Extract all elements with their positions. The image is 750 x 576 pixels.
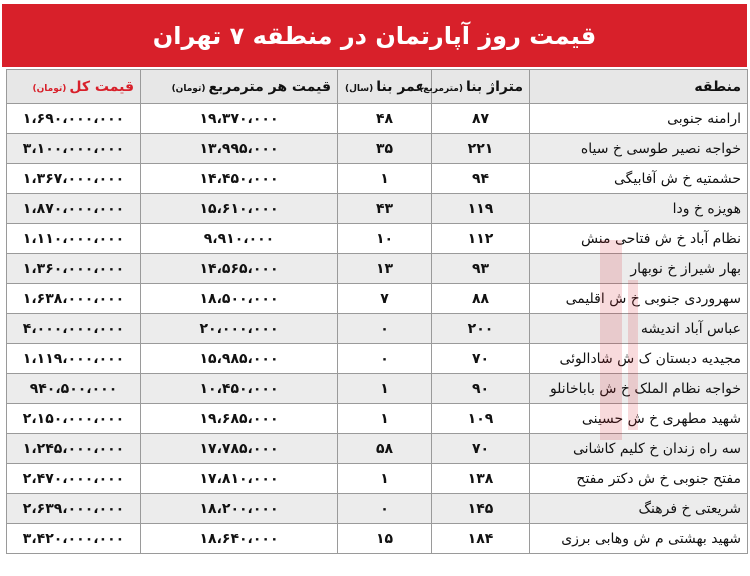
cell-age: ۱۰ (338, 224, 432, 254)
col-header-total (7, 70, 141, 104)
col-header-ppm-label: قیمت هر مترمربع (208, 78, 331, 95)
cell-age: ۰ (338, 314, 432, 344)
cell-area: ۲۰۰ (432, 314, 530, 344)
cell-region: شریعتی خ فرهنگ (530, 494, 748, 524)
table-row (7, 134, 748, 164)
col-header-area (419, 70, 530, 104)
table-row (7, 194, 748, 224)
cell-price-per-meter: ۱۹،۳۷۰،۰۰۰ (141, 104, 338, 134)
cell-total-price: ۱،۲۴۵،۰۰۰،۰۰۰ (7, 434, 141, 464)
cell-total-price: ۱،۱۱۹،۰۰۰،۰۰۰ (7, 344, 141, 374)
cell-region: خواجه نظام الملک خ ش باباخانلو (530, 374, 748, 404)
cell-price-per-meter: ۱۸،۲۰۰،۰۰۰ (141, 494, 338, 524)
cell-area: ۸۸ (432, 284, 530, 314)
cell-age: ۰ (338, 344, 432, 374)
cell-region: هویزه خ ودا (530, 194, 748, 224)
table-row (7, 224, 748, 254)
cell-total-price: ۹۴۰،۵۰۰،۰۰۰ (7, 374, 141, 404)
cell-region: سهروردی جنوبی خ ش اقلیمی (530, 284, 748, 314)
cell-total-price: ۲،۴۷۰،۰۰۰،۰۰۰ (7, 464, 141, 494)
cell-region: شهید مطهری خ ش حسینی (530, 404, 748, 434)
cell-price-per-meter: ۲۰،۰۰۰،۰۰۰ (141, 314, 338, 344)
table-row (7, 464, 748, 494)
cell-age: ۱۵ (338, 524, 432, 554)
cell-age: ۳۵ (338, 134, 432, 164)
cell-region: ارامنه جنوبی (530, 104, 748, 134)
cell-price-per-meter: ۱۴،۵۶۵،۰۰۰ (141, 254, 338, 284)
cell-region: عباس آباد اندیشه (530, 314, 748, 344)
cell-age: ۰ (338, 494, 432, 524)
table-row (7, 314, 748, 344)
cell-area: ۱۴۵ (432, 494, 530, 524)
cell-total-price: ۱،۶۳۸،۰۰۰،۰۰۰ (7, 284, 141, 314)
cell-price-per-meter: ۱۹،۶۸۵،۰۰۰ (141, 404, 338, 434)
cell-price-per-meter: ۱۷،۷۸۵،۰۰۰ (141, 434, 338, 464)
col-header-age (338, 70, 432, 104)
cell-price-per-meter: ۱۷،۸۱۰،۰۰۰ (141, 464, 338, 494)
table-body (7, 104, 748, 554)
table-row (7, 404, 748, 434)
title-bar (2, 4, 747, 69)
col-header-area-unit: (مترمربع) (419, 83, 463, 94)
cell-price-per-meter: ۱۵،۹۸۵،۰۰۰ (141, 344, 338, 374)
cell-area: ۱۸۴ (432, 524, 530, 554)
cell-total-price: ۳،۱۰۰،۰۰۰،۰۰۰ (7, 134, 141, 164)
cell-total-price: ۱،۳۶۰،۰۰۰،۰۰۰ (7, 254, 141, 284)
cell-price-per-meter: ۱۳،۹۹۵،۰۰۰ (141, 134, 338, 164)
cell-area: ۹۰ (432, 374, 530, 404)
table-row (7, 344, 748, 374)
col-header-age-unit: (سال) (344, 83, 374, 94)
cell-region: بهار شیراز خ نوبهار (530, 254, 748, 284)
cell-region: مجیدیه دبستان ک ش شادالوئی (530, 344, 748, 374)
cell-area: ۱۱۲ (432, 224, 530, 254)
table-row (7, 104, 748, 134)
cell-total-price: ۱،۱۱۰،۰۰۰،۰۰۰ (7, 224, 141, 254)
cell-area: ۹۳ (432, 254, 530, 284)
table-header (7, 70, 748, 104)
cell-total-price: ۴،۰۰۰،۰۰۰،۰۰۰ (7, 314, 141, 344)
cell-price-per-meter: ۱۸،۵۰۰،۰۰۰ (141, 284, 338, 314)
table-row (7, 524, 748, 554)
cell-total-price: ۱،۳۶۷،۰۰۰،۰۰۰ (7, 164, 141, 194)
col-header-region-label: منطقه (694, 78, 741, 95)
cell-area: ۲۲۱ (432, 134, 530, 164)
table-row (7, 434, 748, 464)
cell-total-price: ۱،۸۷۰،۰۰۰،۰۰۰ (7, 194, 141, 224)
cell-area: ۱۱۹ (432, 194, 530, 224)
table-row (7, 374, 748, 404)
cell-price-per-meter: ۱۵،۶۱۰،۰۰۰ (141, 194, 338, 224)
cell-region: حشمتیه خ ش آفابیگی (530, 164, 748, 194)
cell-region: نظام آباد خ ش فتاحی منش (530, 224, 748, 254)
cell-total-price: ۲،۶۳۹،۰۰۰،۰۰۰ (7, 494, 141, 524)
cell-region: سه راه زندان خ کلیم کاشانی (530, 434, 748, 464)
cell-price-per-meter: ۱۴،۴۵۰،۰۰۰ (141, 164, 338, 194)
table-row (7, 284, 748, 314)
col-header-area-label: متراژ بنا (465, 78, 523, 95)
cell-region: خواجه نصیر طوسی خ سیاه (530, 134, 748, 164)
cell-price-per-meter: ۹،۹۱۰،۰۰۰ (141, 224, 338, 254)
cell-age: ۱۳ (338, 254, 432, 284)
cell-area: ۹۴ (432, 164, 530, 194)
col-header-total-unit: (تومان) (32, 83, 67, 94)
col-header-ppm (141, 70, 338, 104)
cell-area: ۱۰۹ (432, 404, 530, 434)
cell-price-per-meter: ۱۸،۶۴۰،۰۰۰ (141, 524, 338, 554)
cell-age: ۱ (338, 164, 432, 194)
cell-age: ۵۸ (338, 434, 432, 464)
page-title: قیمت روز آپارتمان در منطقه ۷ تهران (152, 21, 597, 50)
cell-age: ۴۸ (338, 104, 432, 134)
cell-region: شهید بهشتی م ش وهابی برزی (530, 524, 748, 554)
table-row (7, 494, 748, 524)
cell-region: مفتح جنوبی خ ش دکتر مفتح (530, 464, 748, 494)
cell-area: ۸۷ (432, 104, 530, 134)
cell-age: ۷ (338, 284, 432, 314)
col-header-age-label: عمر بنا (376, 78, 425, 95)
col-header-total-label: قیمت کل (69, 78, 134, 95)
cell-area: ۱۳۸ (432, 464, 530, 494)
cell-total-price: ۳،۴۲۰،۰۰۰،۰۰۰ (7, 524, 141, 554)
cell-total-price: ۲،۱۵۰،۰۰۰،۰۰۰ (7, 404, 141, 434)
cell-age: ۱ (338, 464, 432, 494)
cell-total-price: ۱،۶۹۰،۰۰۰،۰۰۰ (7, 104, 141, 134)
cell-area: ۷۰ (432, 344, 530, 374)
table-row (7, 254, 748, 284)
cell-price-per-meter: ۱۰،۴۵۰،۰۰۰ (141, 374, 338, 404)
col-header-region (530, 70, 748, 104)
cell-area: ۷۰ (432, 434, 530, 464)
table-row (7, 164, 748, 194)
cell-age: ۱ (338, 404, 432, 434)
cell-age: ۴۳ (338, 194, 432, 224)
cell-age: ۱ (338, 374, 432, 404)
col-header-ppm-unit: (تومان) (171, 83, 206, 94)
price-table (6, 69, 748, 554)
